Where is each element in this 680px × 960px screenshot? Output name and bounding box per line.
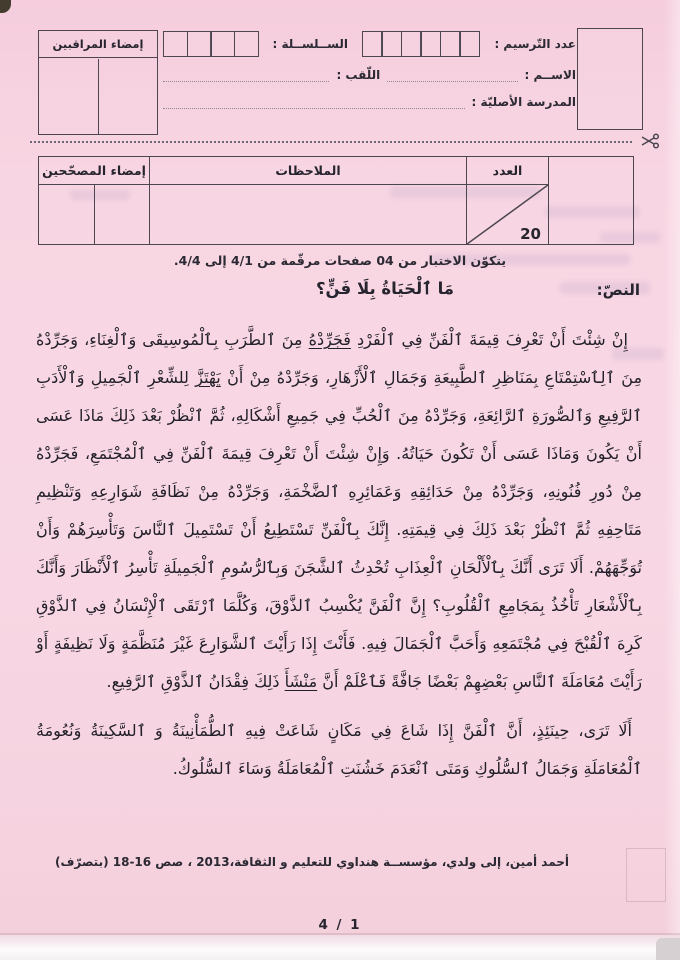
surname-label: اللّقب : bbox=[336, 68, 381, 82]
supervisors-signature-box bbox=[38, 30, 158, 135]
school-entry-line[interactable] bbox=[163, 95, 465, 109]
candidate-number-box[interactable] bbox=[577, 28, 643, 130]
notes-header: الملاحظات bbox=[150, 157, 467, 185]
school-label: المدرسة الأصليّة : bbox=[471, 95, 576, 109]
header-fields bbox=[163, 31, 576, 109]
passage-paragraph-2: أَلَا تَرَى، حِينَئِذٍ، أَنَّ ٱلْفَنَّ إِذَا شَاعَ فِي مَكَانٍ شَاعَتْ فِيهِ ٱلطُّمَأْنِينَةُ وَ ٱلسَّكِينَةُ وَنُعُومَةُ ٱلْمُعَامَلَةِ وَجَمَالُ ٱلسُّلُوكِ وَمَتَى ٱنْعَدَمَ خَشُنَتِ ٱلْمُعَامَلَةُ وَسَاءَ ٱلسُّلُوكُ. bbox=[36, 721, 642, 778]
text-title: مَا ٱلْحَيَاةُ بِلَا فَنٍّ؟ bbox=[315, 279, 455, 298]
name-entry-line[interactable] bbox=[387, 68, 517, 82]
correctors-signature-cells bbox=[39, 185, 150, 244]
scissors-icon bbox=[640, 133, 660, 153]
registration-number-boxes bbox=[362, 31, 481, 57]
passage-paragraph-1: إِنْ شِئْتَ أَنْ تَعْرِفَ قِيمَةَ ٱلْفَنِّ فِي ٱلْفَرْدِ فَجَرِّدْهُ مِنَ ٱلطَّرَبِ بِٱلْمُوسِيقَى وَٱلْغِنَاءِ، وَجَرِّدْهُ مِنَ ٱلِٱسْتِمْتَاعِ بِمَنَاظِرِ ٱلطَّبِيعَةِ وَجَمَالِ ٱلْأَزْهَارِ، وَجَرِّدْهُ مِنْ أَنْ يَهْتَزَّ لِلشِّعْرِ ٱلْجَمِيلِ وَٱلْأَدَبِ ٱلرَّفِيعِ وَٱلصُّورَةِ ٱلرَّائِعَةِ، وَجَرِّدْهُ مِنَ ٱلْحُبِّ فِي جَمِيعِ أَشْكَالِهِ، ثُمَّ ٱنْظُرْ بَعْدَ ذَلِكَ مَاذَا عَسَى أَنْ يَكُونَ وَمَاذَا عَسَى أَنْ تَكُونَ حَيَاتُهُ. وَإِنْ شِئْتَ أَنْ تَعْرِفَ قِيمَةَ ٱلْفَنِّ فِي ٱلْمُجْتَمَعِ، فَجَرِّدْهُ مِنْ دُورِ فُنُونِهِ، وَجَرِّدْهُ مِنْ حَدَائِقِهِ وَعَمَائِرِهِ ٱلضَّخْمَةِ، وَجَرِّدْهُ مِنْ نَظَافَةِ شَوَارِعِهِ وَتَنْظِيمِ مَتَاحِفِهِ ثُمَّ ٱنْظُرْ بَعْدَ ذَلِكَ فِي قِيمَتِهِ. إِنَّكَ بِٱلْفَنِّ تَسْتَطِيعُ أَنْ تَسْتَمِيلَ ٱلنَّاسَ وَتَأْسِرَهُمْ وَأَنْ تُوَجِّهَهُمْ. أَلَا تَرَى أَنَّكَ بِٱلْأَلْحَانِ ٱلْعِذَابِ تُحْدِثُ ٱلشَّجَنَ وَبِٱلرُّسُومِ ٱلْجَمِيلَةِ تَأْسِرُ ٱلْأَنْظَارَ وَأَنَّكَ بِٱلْأَشْعَارِ تَأْخُذُ بِمَجَامِعِ ٱلْقُلُوبِ؟ إِنَّ ٱلْفَنَّ يُكْسِبُ ٱلذَّوْقَ، وَكُلَّمَا ٱرْتَقَى ٱلْإِنْسَانُ فِي ٱلذَّوْقِ كَرِهَ ٱلْقُبْحَ فِي مُجْتَمَعِهِ وَأَحَبَّ ٱلْجَمَالَ فِيهِ. فَأَنْتَ إِذَا رَأَيْتَ ٱلشَّوَارِعَ غَيْرَ مُنَظَّمَةٍ وَلَا نَظِيفَةٍ أَوْ رَأَيْتَ مُعَامَلَةَ ٱلنَّاسِ بَعْضِهِمْ بَعْضًا جَافَّةً فَٱعْلَمْ أَنَّ مَنْشَأَ ذَلِكَ فِقْدَانُ ٱلذَّوْقِ ٱلرَّفِيعِ. bbox=[36, 330, 643, 691]
corrector-signature-cell[interactable] bbox=[94, 185, 150, 244]
grade-table bbox=[38, 156, 634, 245]
entry-box[interactable] bbox=[362, 31, 383, 57]
corrector-signature-cell[interactable] bbox=[39, 185, 94, 244]
surname-entry-line[interactable] bbox=[163, 68, 329, 82]
entry-box[interactable] bbox=[163, 31, 188, 57]
page-right-edge bbox=[664, 0, 680, 960]
score-header: العدد bbox=[467, 157, 549, 185]
stamp-ghost-artifact bbox=[626, 848, 666, 902]
series-label: الســلســلة : bbox=[272, 37, 348, 51]
entry-box[interactable] bbox=[381, 31, 402, 57]
reading-passage bbox=[36, 321, 642, 788]
supervisor-signature-cell[interactable] bbox=[39, 59, 98, 134]
series-boxes bbox=[163, 31, 259, 57]
registration-number-label: عدد التّرسيم : bbox=[494, 37, 576, 51]
scan-bottom-right-mark bbox=[656, 938, 680, 960]
entry-box[interactable] bbox=[234, 31, 259, 57]
entry-box[interactable] bbox=[420, 31, 441, 57]
supervisor-signature-cell[interactable] bbox=[98, 59, 158, 134]
blank-cell bbox=[549, 157, 633, 244]
supervisors-signature-label: إمضاء المراقبين bbox=[39, 31, 157, 58]
cut-dotted-line bbox=[30, 141, 632, 143]
page-number: 4 / 1 bbox=[318, 917, 362, 933]
entry-box[interactable] bbox=[210, 31, 235, 57]
scan-corner-mark bbox=[0, 0, 11, 13]
name-label: الاســم : bbox=[524, 68, 576, 82]
exam-pages-note: يتكوّن الاختبار من 04 صفحات مرقّمة من 4/1 إلى 4/4. bbox=[173, 253, 507, 268]
page-bottom-edge bbox=[0, 935, 680, 960]
entry-box[interactable] bbox=[187, 31, 212, 57]
entry-box[interactable] bbox=[459, 31, 480, 57]
score-cell[interactable] bbox=[467, 185, 549, 244]
correctors-signature-header: إمضاء المصحّحين bbox=[39, 157, 150, 185]
max-score-value: 20 bbox=[520, 225, 541, 243]
notes-cell[interactable] bbox=[150, 185, 467, 244]
source-citation: أحمد أمين، إلى ولدي، مؤسســة هنداوي للتعليم و الثقافة،2013 ، صص 16-18 (بتصرّف) bbox=[54, 855, 570, 869]
entry-box[interactable] bbox=[401, 31, 422, 57]
entry-box[interactable] bbox=[440, 31, 461, 57]
text-section-label: النصّ: bbox=[596, 281, 640, 299]
